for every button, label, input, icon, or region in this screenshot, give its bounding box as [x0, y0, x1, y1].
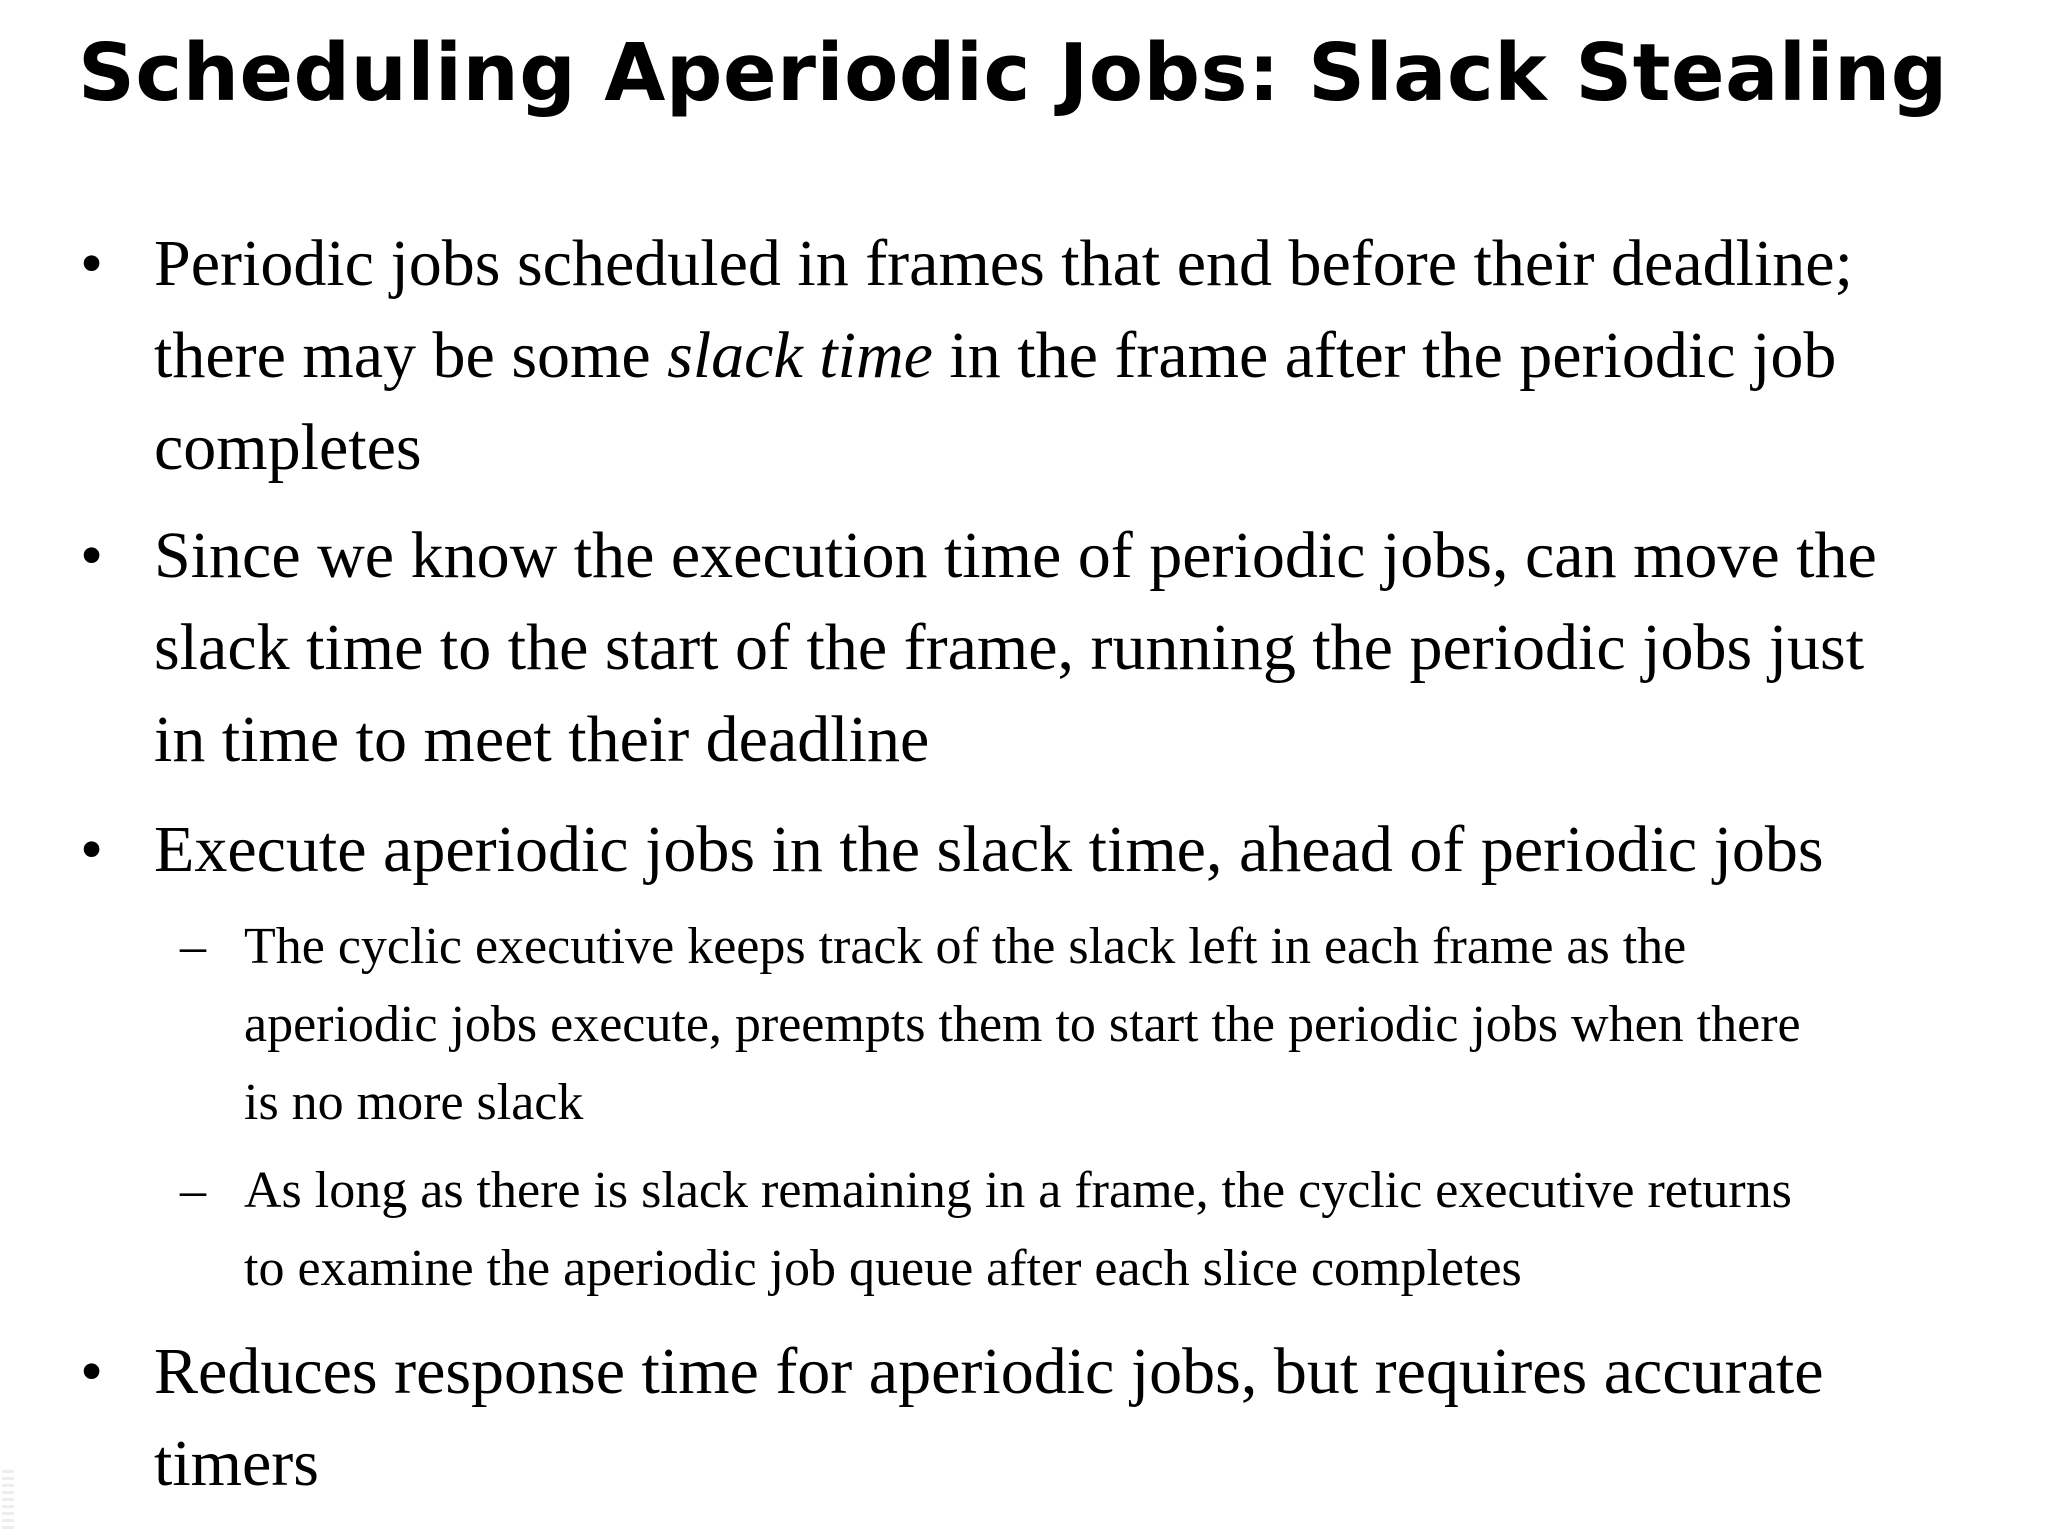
bullet-marker: •: [80, 1335, 104, 1408]
sub-bullet-line: The cyclic executive keeps track of the slack left in each frame as the: [244, 918, 1687, 975]
bullet-marker: •: [80, 227, 104, 300]
sub-bullet-line: to examine the aperiodic job queue after each slice completes: [244, 1240, 1522, 1297]
bullet-line-segment: there may be some: [154, 319, 668, 392]
bullet-text: [154, 804, 2014, 896]
bullet-line: Reduces response time for aperiodic jobs, but requires accurate: [154, 1335, 1824, 1408]
bullet-line: in time to meet their deadline: [154, 703, 930, 776]
sub-bullet-text: [244, 1152, 2004, 1308]
bullet-line: Execute aperiodic jobs in the slack time, ahead of periodic jobs: [154, 813, 1824, 886]
sub-bullet-line: is no more slack: [244, 1074, 584, 1131]
bullet-text: [154, 510, 2014, 786]
bullet-line: [154, 310, 2014, 402]
bullet-marker: •: [80, 519, 104, 592]
sub-bullet-line: As long as there is slack remaining in a frame, the cyclic executive returns: [244, 1162, 1792, 1219]
bullet-line: completes: [154, 411, 422, 484]
bullet-line: slack time to the start of the frame, running the periodic jobs just: [154, 611, 1865, 684]
sub-bullet-text: [244, 908, 2004, 1142]
scan-artifact: [2, 1470, 14, 1530]
bullet-line: Since we know the execution time of periodic jobs, can move the: [154, 519, 1877, 592]
emphasized-term: slack time: [667, 319, 933, 392]
bullet-line: Periodic jobs scheduled in frames that end before their deadline;: [154, 227, 1853, 300]
sub-bullet-marker: –: [180, 1162, 206, 1219]
slide-title: Scheduling Aperiodic Jobs: Slack Stealing: [78, 27, 1948, 119]
bullet-text: [154, 218, 2014, 494]
bullet-line-segment: in the frame after the periodic job: [932, 319, 1837, 392]
sub-bullet-line: aperiodic jobs execute, preempts them to start the periodic jobs when there: [244, 996, 1801, 1053]
sub-bullet-marker: –: [180, 918, 206, 975]
bullet-text: [154, 1326, 2014, 1510]
bullet-line: timers: [154, 1427, 319, 1500]
bullet-marker: •: [80, 813, 104, 886]
